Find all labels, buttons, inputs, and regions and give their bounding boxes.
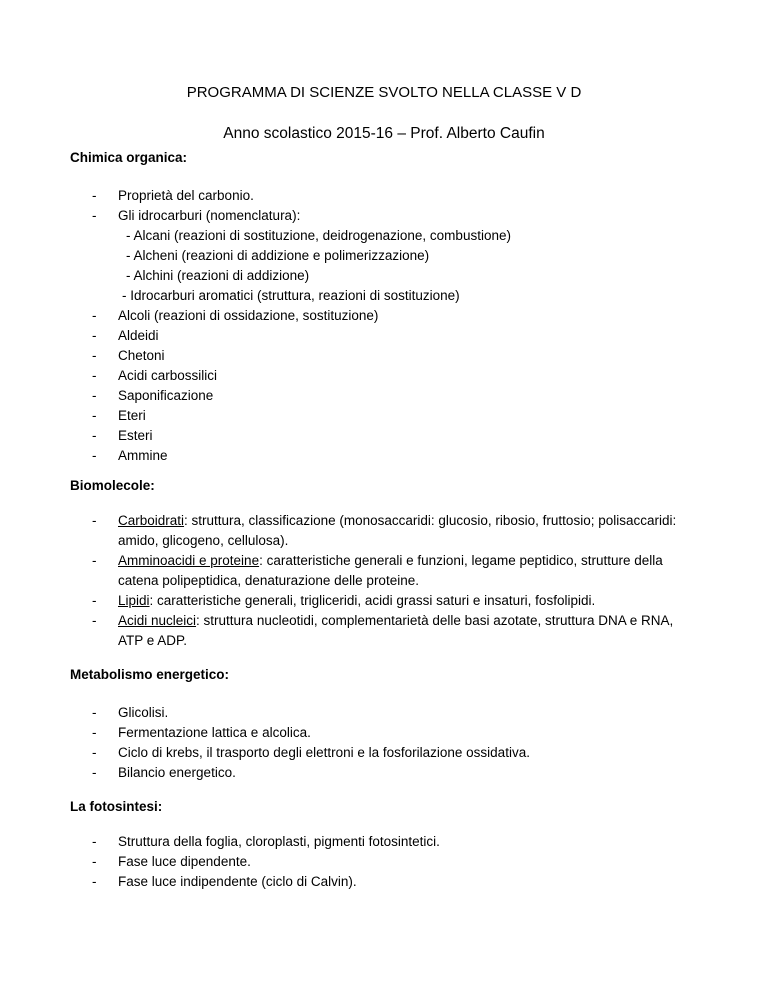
list-item: - Aldeidi bbox=[92, 328, 159, 343]
list-item: - Ammine bbox=[92, 448, 168, 463]
list-item: - Fase luce dipendente. bbox=[92, 854, 251, 869]
section-heading-metabolismo: Metabolismo energetico: bbox=[70, 667, 230, 682]
term-amminoacidi: Amminoacidi e proteine bbox=[118, 553, 260, 568]
list-item: - Gli idrocarburi (nomenclatura): - Alcani (reazioni di sostituzione, deidrogenazione, combustione) - Alcheni (reazioni di addizione e polimerizzazione) - Alchini (reazioni di addizione) - Idrocarburi aromatici (struttura, reazioni di sostituzione) bbox=[0, 206, 678, 306]
idrocarburi-sublist bbox=[118, 226, 678, 306]
sub-list-item: - Alchini (reazioni di addizione) bbox=[126, 268, 310, 283]
fotosintesi-list bbox=[0, 832, 678, 892]
list-item: - Acidi carbossilici bbox=[92, 368, 218, 383]
sub-list-item: - Alcani (reazioni di sostituzione, deidrogenazione, combustione) bbox=[126, 228, 511, 243]
term-acidi-nucleici: Acidi nucleici bbox=[118, 613, 197, 628]
list-item: - Fase luce indipendente (ciclo di Calvin). bbox=[92, 874, 357, 889]
document-subtitle: Anno scolastico 2015-16 – Prof. Alberto Caufin bbox=[223, 125, 545, 142]
document-title: PROGRAMMA DI SCIENZE SVOLTO NELLA CLASSE V D bbox=[186, 84, 582, 101]
list-item: - Esteri bbox=[92, 428, 153, 443]
list-item: - Alcoli (reazioni di ossidazione, sostituzione) bbox=[92, 308, 379, 323]
list-item: - Eteri bbox=[92, 408, 146, 423]
list-item: - Bilancio energetico. bbox=[92, 765, 236, 780]
list-item: - Glicolisi. bbox=[92, 705, 169, 720]
term-carboidrati: Carboidrati bbox=[118, 513, 185, 528]
sub-list-item: - Idrocarburi aromatici (struttura, reazioni di sostituzione) bbox=[122, 288, 460, 303]
section-heading-chimica: Chimica organica: bbox=[70, 150, 188, 165]
list-item: - Carboidrati: struttura, classificazione (monosaccaridi: glucosio, ribosio, fruttosio; polisaccaridi: amido, glicogeno, cellulosa). bbox=[92, 513, 677, 548]
biomolecole-list bbox=[0, 511, 678, 651]
metabolismo-list bbox=[0, 703, 678, 783]
list-item: - Acidi nucleici: struttura nucleotidi, complementarietà delle basi azotate, struttura DNA e RNA, ATP e ADP. bbox=[92, 613, 674, 648]
list-item: - Saponificazione bbox=[92, 388, 214, 403]
section-heading-fotosintesi: La fotosintesi: bbox=[70, 799, 163, 814]
section-heading-biomolecole: Biomolecole: bbox=[70, 478, 155, 493]
list-item: - Proprietà del carbonio. bbox=[92, 188, 254, 203]
sub-list-item: - Alcheni (reazioni di addizione e polimerizzazione) bbox=[126, 248, 430, 263]
chimica-list bbox=[0, 186, 678, 466]
list-item: - Fermentazione lattica e alcolica. bbox=[92, 725, 311, 740]
term-lipidi: Lipidi bbox=[118, 593, 150, 608]
list-item: - Lipidi: caratteristiche generali, trigliceridi, acidi grassi saturi e insaturi, fosfolipidi. bbox=[92, 593, 596, 608]
list-item: - Amminoacidi e proteine: caratteristiche generali e funzioni, legame peptidico, strutture della catena polipeptidica, denaturazione delle proteine. bbox=[92, 553, 663, 588]
list-item: - Chetoni bbox=[92, 348, 165, 363]
list-item: - Struttura della foglia, cloroplasti, pigmenti fotosintetici. bbox=[92, 834, 440, 849]
list-item: - Ciclo di krebs, il trasporto degli elettroni e la fosforilazione ossidativa. bbox=[92, 745, 530, 760]
